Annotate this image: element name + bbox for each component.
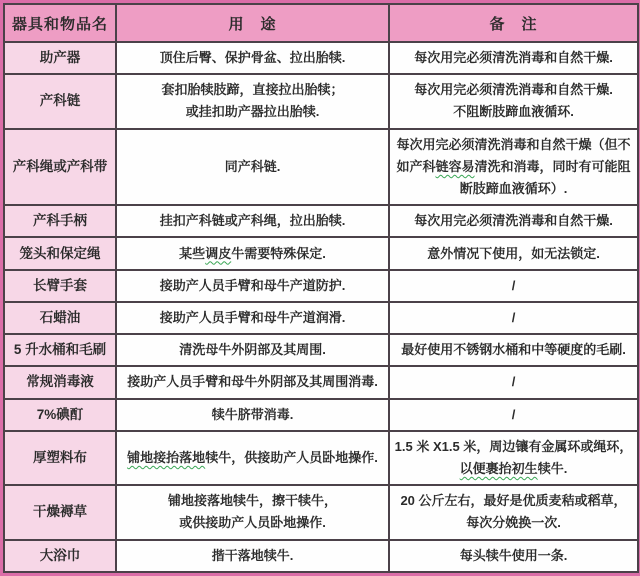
usage-cell bbox=[116, 485, 389, 539]
item-name-cell bbox=[4, 540, 116, 572]
cell-line: 铺地接落地犊牛，擦干犊牛， bbox=[167, 493, 337, 509]
usage-cell bbox=[116, 129, 389, 206]
table-row bbox=[4, 399, 638, 431]
cell-line: 犊牛脐带消毒. bbox=[211, 406, 294, 422]
usage-cell bbox=[116, 302, 389, 334]
cell-line: 某些调皮牛需要特殊保定. bbox=[179, 245, 326, 261]
cell-line: 接助产人员手臂和母牛产道防护. bbox=[159, 277, 346, 293]
cell-line: 套扣胎犊肢蹄，直接拉出胎犊； bbox=[161, 82, 344, 98]
usage-cell bbox=[116, 334, 389, 366]
cell-line: 干燥褥草 bbox=[33, 504, 87, 520]
spellcheck-underline: 链容易 bbox=[435, 158, 475, 174]
table-row bbox=[4, 366, 638, 398]
table-row bbox=[4, 205, 638, 237]
remark-cell bbox=[389, 302, 638, 334]
cell-line: 长臂手套 bbox=[33, 277, 87, 293]
item-name-cell bbox=[4, 270, 116, 302]
remark-cell bbox=[389, 431, 638, 485]
cell-line: 或挂扣助产器拉出胎犊. bbox=[185, 104, 320, 120]
cell-line: 助产器 bbox=[39, 50, 81, 66]
cell-line: / bbox=[511, 310, 516, 326]
usage-cell bbox=[116, 237, 389, 269]
cell-line: 最好使用不锈钢水桶和中等硬度的毛刷. bbox=[401, 342, 626, 358]
remark-cell bbox=[389, 485, 638, 539]
remark-cell bbox=[389, 205, 638, 237]
cell-line: / bbox=[511, 277, 516, 293]
item-name-cell bbox=[4, 431, 116, 485]
table-row bbox=[4, 237, 638, 269]
cell-line: 厚塑料布 bbox=[33, 450, 87, 466]
remark-cell bbox=[389, 74, 638, 128]
cell-line: 接助产人员手臂和母牛产道润滑. bbox=[159, 310, 346, 326]
usage-cell bbox=[116, 366, 389, 398]
remark-cell bbox=[389, 270, 638, 302]
item-name-cell bbox=[4, 129, 116, 206]
cell-line: 挂扣产科链或产科绳，拉出胎犊. bbox=[159, 213, 346, 229]
cell-line: 产科绳或产科带 bbox=[12, 158, 108, 174]
cell-line: 每次用完必须清洗消毒和自然干燥. bbox=[414, 50, 613, 66]
column-header-usage: 用 途 bbox=[116, 4, 389, 42]
table-header-row bbox=[4, 4, 638, 42]
remark-cell bbox=[389, 399, 638, 431]
remark-cell bbox=[389, 129, 638, 206]
cell-line: / bbox=[511, 406, 516, 422]
cell-line: 如产科链容易清洗和消毒，同时有可能阻 bbox=[396, 158, 631, 174]
item-name-cell bbox=[4, 205, 116, 237]
cell-line: 5 升水桶和毛刷 bbox=[13, 342, 107, 358]
usage-cell bbox=[116, 74, 389, 128]
remark-cell bbox=[389, 366, 638, 398]
cell-line: 每次用完必须清洗消毒和自然干燥（但不 bbox=[396, 136, 631, 152]
usage-cell bbox=[116, 42, 389, 74]
cell-line: 清洗母牛外阴部及其周围. bbox=[179, 342, 326, 358]
item-name-cell bbox=[4, 74, 116, 128]
usage-cell bbox=[116, 540, 389, 572]
item-name-cell bbox=[4, 302, 116, 334]
spellcheck-underline: 铺地接抬落地 bbox=[127, 450, 206, 466]
cell-line: 意外情况下使用，如无法锁定. bbox=[427, 245, 600, 261]
cell-line: 石蜡油 bbox=[39, 310, 81, 326]
item-name-cell bbox=[4, 42, 116, 74]
item-name-cell bbox=[4, 366, 116, 398]
column-header-remark: 备 注 bbox=[389, 4, 638, 42]
usage-cell bbox=[116, 270, 389, 302]
cell-line: 铺地接抬落地犊牛，供接助产人员卧地操作. bbox=[127, 450, 378, 466]
column-header-item-name: 器具和物品名 bbox=[4, 4, 116, 42]
remark-cell bbox=[389, 42, 638, 74]
cell-line: 顶住后臀、保护骨盆、拉出胎犊. bbox=[159, 50, 346, 66]
table-row bbox=[4, 74, 638, 128]
table-row bbox=[4, 540, 638, 572]
cell-line: / bbox=[511, 374, 516, 390]
table-row bbox=[4, 129, 638, 206]
spellcheck-underline: 以便裹抬初生 bbox=[459, 461, 538, 477]
cell-line: 接助产人员手臂和母牛外阴部及其周围消毒. bbox=[127, 374, 378, 390]
spellcheck-underline: 调皮 bbox=[205, 245, 232, 261]
cell-line: 每次分娩换一次. bbox=[466, 515, 561, 531]
remark-cell bbox=[389, 237, 638, 269]
item-name-cell bbox=[4, 485, 116, 539]
table-row bbox=[4, 42, 638, 74]
cell-line: 每头犊牛使用一条. bbox=[459, 547, 568, 563]
item-name-cell bbox=[4, 237, 116, 269]
cell-line: 产科链 bbox=[39, 93, 81, 109]
equipment-table bbox=[3, 3, 639, 573]
cell-line: 笼头和保定绳 bbox=[19, 245, 101, 261]
cell-line: 揩干落地犊牛. bbox=[211, 547, 294, 563]
cell-line: 1.5 米 X1.5 米，周边镶有金属环或绳环， bbox=[394, 439, 633, 455]
usage-cell bbox=[116, 431, 389, 485]
cell-line: 7%碘酊 bbox=[36, 406, 84, 422]
usage-cell bbox=[116, 205, 389, 237]
cell-line: 20 公斤左右，最好是优质麦秸或稻草， bbox=[400, 493, 627, 509]
cell-line: 常规消毒液 bbox=[26, 374, 94, 390]
cell-line: 每次用完必须清洗消毒和自然干燥. bbox=[414, 82, 613, 98]
cell-line: 大浴巾 bbox=[39, 547, 81, 563]
remark-cell bbox=[389, 540, 638, 572]
cell-line: 同产科链. bbox=[224, 158, 281, 174]
cell-line: 每次用完必须清洗消毒和自然干燥. bbox=[414, 213, 613, 229]
cell-line: 或供接助产人员卧地操作. bbox=[179, 515, 326, 531]
cell-line: 不阻断肢蹄血液循环. bbox=[453, 104, 574, 120]
cell-line: 产科手柄 bbox=[33, 213, 87, 229]
table-row bbox=[4, 334, 638, 366]
item-name-cell bbox=[4, 399, 116, 431]
table-row bbox=[4, 270, 638, 302]
table-row bbox=[4, 302, 638, 334]
table-row bbox=[4, 431, 638, 485]
remark-cell bbox=[389, 334, 638, 366]
table-body bbox=[4, 42, 638, 572]
item-name-cell bbox=[4, 334, 116, 366]
cell-line: 断肢蹄血液循环）. bbox=[459, 180, 568, 196]
table-row bbox=[4, 485, 638, 539]
usage-cell bbox=[116, 399, 389, 431]
cell-line: 以便裹抬初生犊牛. bbox=[459, 461, 568, 477]
